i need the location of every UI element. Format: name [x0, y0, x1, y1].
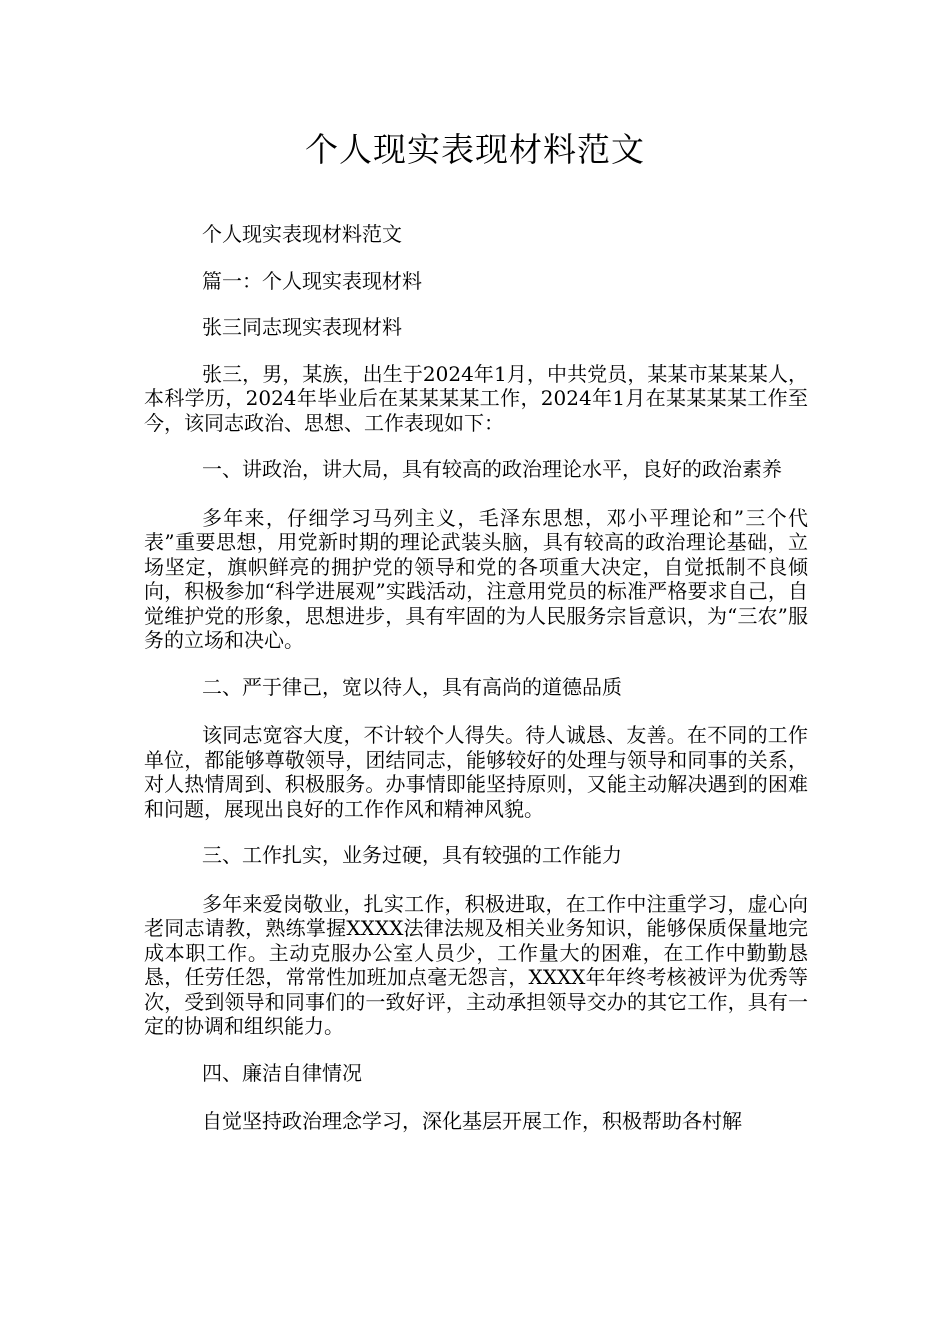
section-heading-three: 三、工作扎实，业务过硬，具有较强的工作能力 [202, 843, 622, 867]
body-paragraph-politics: 多年来，仔细学习马列主义，毛泽东思想，邓小平理论和”三个代表”重要思想，用党新时期的理论武装头脑，具有较高的政治理论基础，立场坚定，旗帜鲜亮的拥护党的领导和党的各项重大决定，自觉抵制不良倾向，积极参加“科学进展观”实践活动，注意用党员的标准严格要求自己，自觉维护党的形象，思想进步，具有牢固的为人民服务宗旨意识，为“三农”服务的立场和决心。 [144, 505, 808, 652]
material-heading: 张三同志现实表现材料 [202, 315, 402, 339]
intro-paragraph: 张三，男，某族，出生于2024年1月，中共党员，某某市某某某人，本科学历，2024年毕业后在某某某某工作，2024年1月在某某某某工作至今，该同志政治、思想、工作表现如下： [144, 361, 808, 435]
body-paragraph-morality: 该同志宽容大度，不计较个人得失。待人诚恳、友善。在不同的工作单位，都能够尊敬领导，团结同志，能够较好的处理与领导和同事的关系，对人热情周到、积极服务。办事情即能坚持原则，又能主动解决遇到的困难和问题，展现出良好的工作作风和精神风貌。 [144, 723, 808, 821]
section-heading-two: 二、严于律己，宽以待人，具有高尚的道德品质 [202, 674, 622, 699]
body-paragraph-work: 多年来爱岗敬业，扎实工作，积极进取，在工作中注重学习，虚心向老同志请教，熟练掌握XXXX法律法规及相关业务知识，能够保质保量地完成本职工作。主动克服办公室人员少，工作量大的困难，在工作中勤勤恳恳，任劳任怨，常常性加班加点毫无怨言，XXXX年年终考核被评为优秀等次，受到领导和同事们的一致好评，主动承担领导交办的其它工作，具有一定的协调和组织能力。 [144, 891, 808, 1038]
subtitle-paragraph: 个人现实表现材料范文 [202, 222, 402, 246]
section-heading-one: 一、讲政治，讲大局，具有较高的政治理论水平，良好的政治素养 [202, 457, 782, 481]
section-heading-article-one: 篇一：个人现实表现材料 [202, 268, 422, 293]
section-heading-four: 四、廉洁自律情况 [202, 1060, 362, 1085]
page-title: 个人现实表现材料范文 [305, 130, 645, 169]
document-body [144, 222, 808, 1156]
body-paragraph-integrity: 自觉坚持政治理念学习，深化基层开展工作，积极帮助各村解 [202, 1109, 742, 1133]
